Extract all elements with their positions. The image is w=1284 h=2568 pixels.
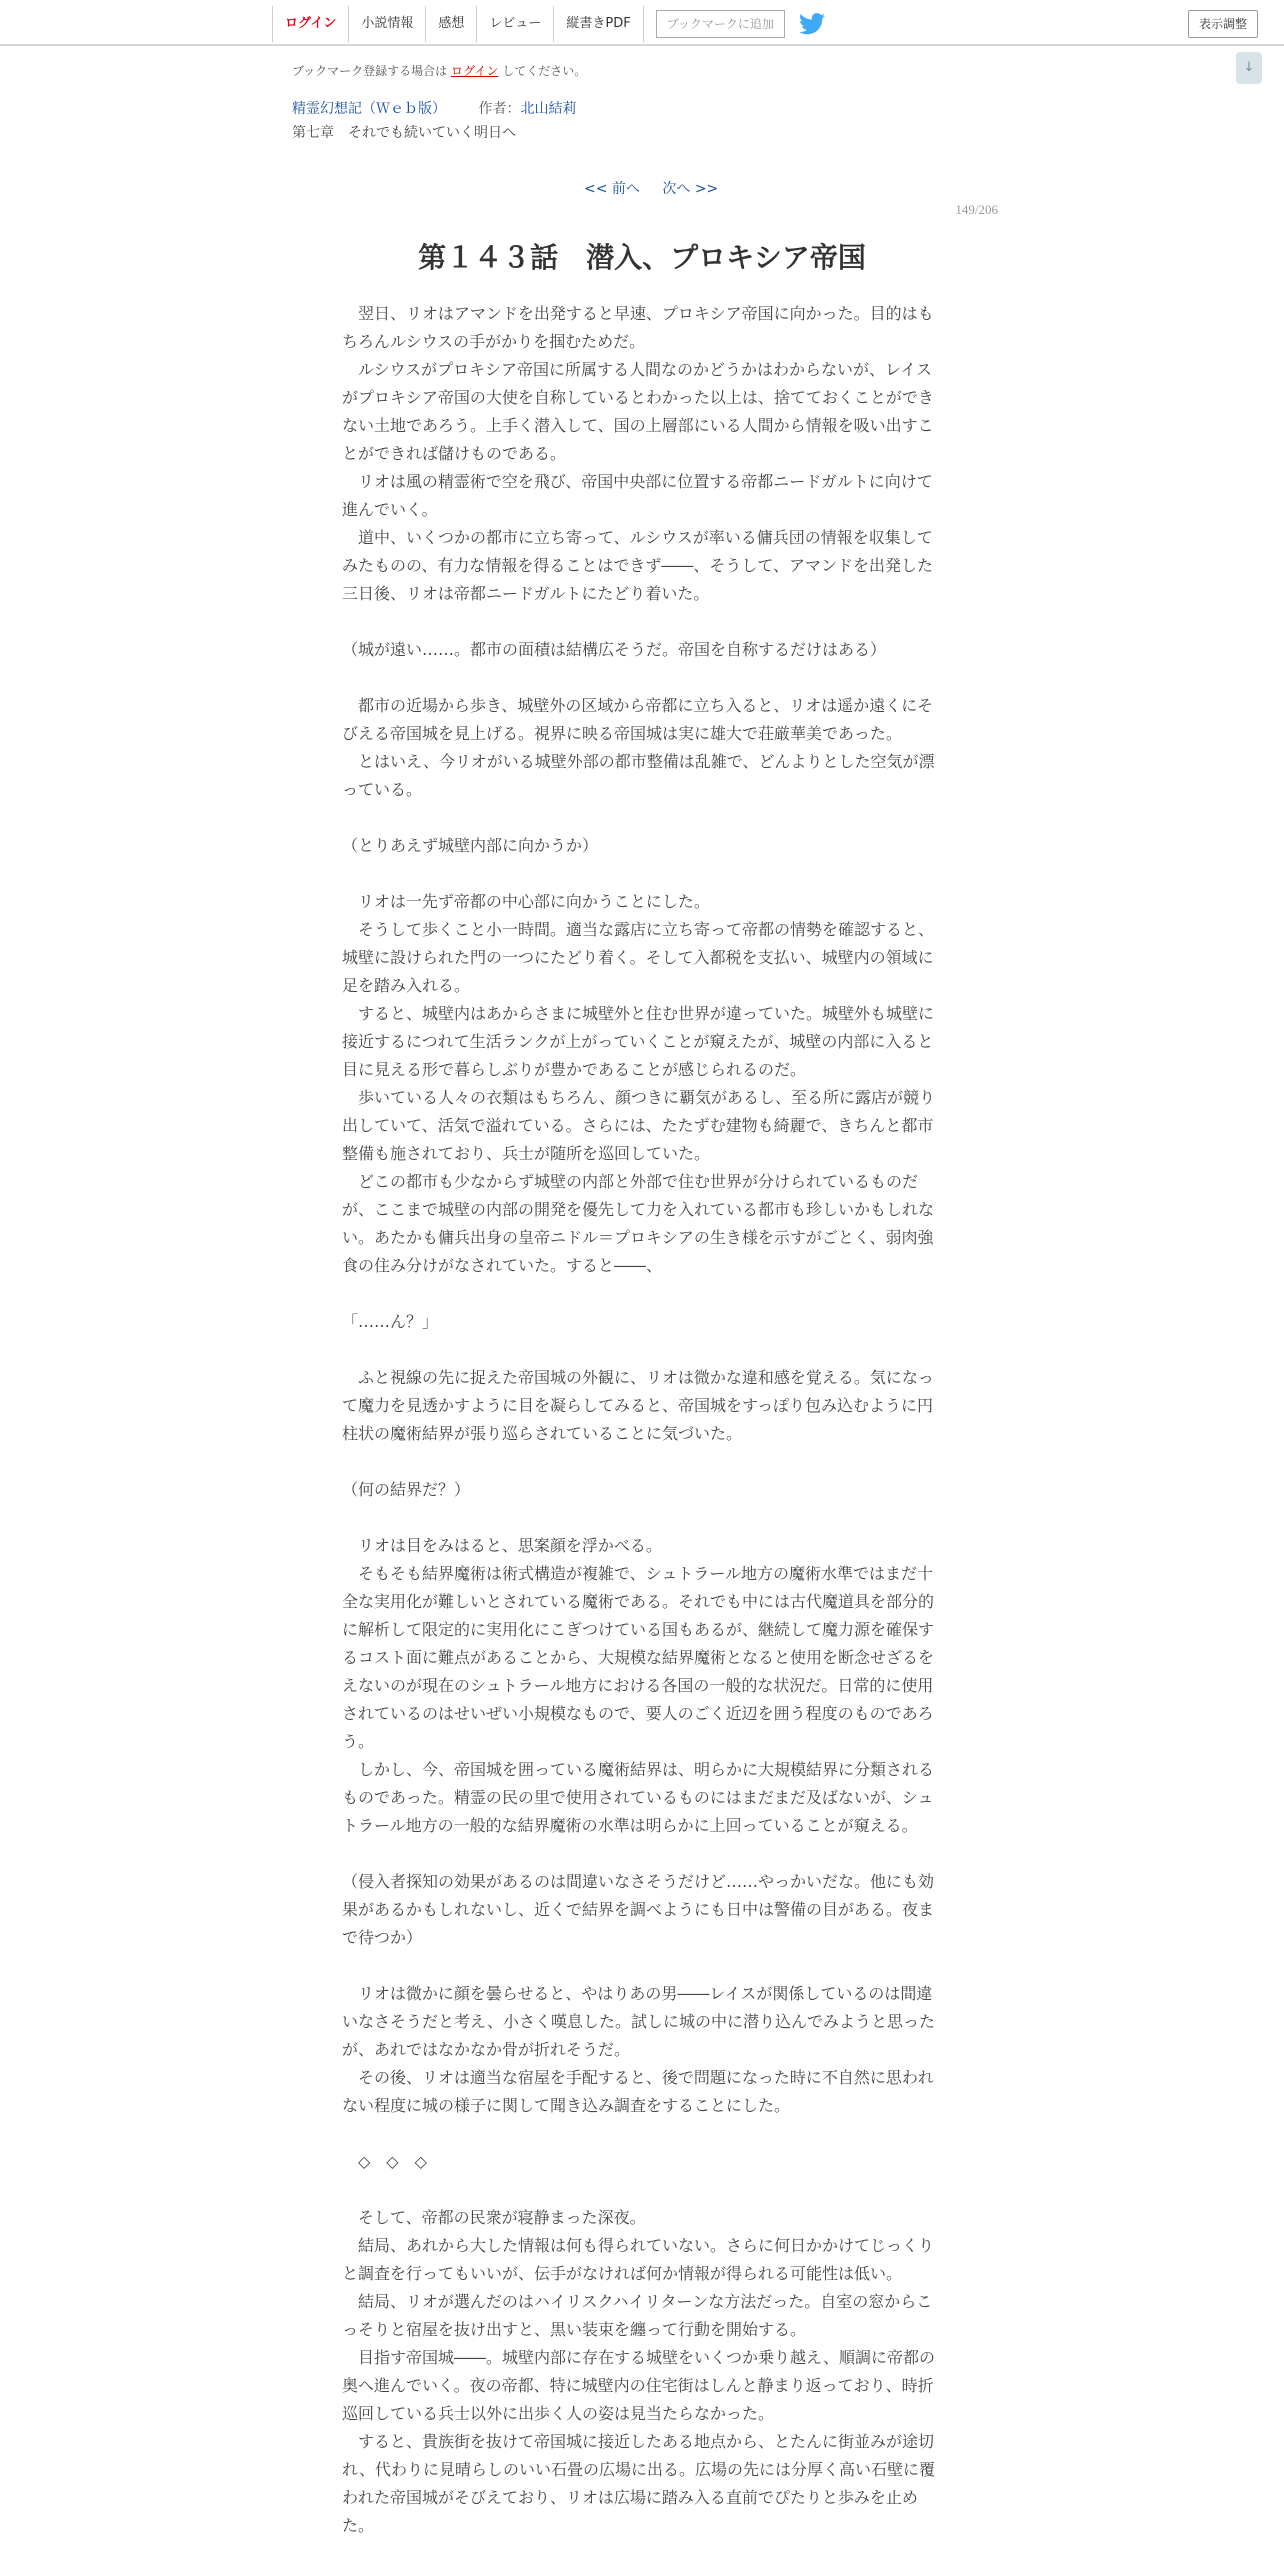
body-paragraph: どこの都市も少なからず城壁の内部と外部で住む世界が分けられているものだが、ここまで城壁の内部の開発を優先して力を入れている都市も珍しいかもしれない。あたかも傭兵出身の皇帝ニドル＝プロキシアの生き様を示すがごとく、弱肉強食の住み分けがなされていた。すると――、 [342,1172,935,1275]
body-paragraph [342,664,938,692]
body-paragraph: 目指す帝国城――。城壁内部に存在する城壁をいくつか乗り越え、順調に帝都の奥へ進んでいく。夜の帝都、特に城壁内の住宅街はしんと静まり返っており、時折巡回している兵士以外に出歩く人の姿は見当たらなかった。 [342,2348,935,2423]
top-nav-bar [0,0,1284,46]
author-label: 作者： [478,101,521,117]
body-paragraph: そうして歩くこと小一時間。適当な露店に立ち寄って帝都の情勢を確認すると、城壁に設けられた門の一つにたどり着く。そして入都税を支払い、城壁内の領域に足を踏み入れる。 [342,920,935,995]
body-paragraph: 翌日、リオはアマンドを出発すると早速、プロキシア帝国に向かった。目的はもちろんルシウスの手がかりを掴むためだ。 [342,304,934,351]
body-paragraph [342,1952,938,1980]
bookmark-note-suffix: してください。 [502,64,587,78]
body-paragraph: とはいえ、今リオがいる城壁外部の都市整備は乱雑で、どんよりとした空気が漂っている。 [342,752,935,799]
episode-pager [584,178,736,198]
prev-episode-link[interactable]: << 前へ [584,181,640,197]
body-paragraph: 道中、いくつかの都市に立ち寄って、ルシウスが率いる傭兵団の情報を収集してみたものの、有力な情報を得ることはできず――、そうして、アマンドを出発した三日後、リオは帝都ニードガルトにたどり着いた。 [342,528,934,603]
body-paragraph: そもそも結界魔術は術式構造が複雑で、シュトラール地方の魔術水準ではまだ十全な実用化が難しいとされている魔術である。それでも中には古代魔道具を部分的に解析して限定的に実用化にこぎつけている国もあるが、継続して魔力源を確保するコスト面に難点があることから、大規模な結界魔術となると使用を断念せざるをえないのが現在のシュトラール地方における各国の一般的な状況だ。日常的に使用されているのはせいぜい小規模なもので、要人のごく近辺を囲う程度のものであろう。 [342,1564,935,1751]
body-paragraph: すると、貴族街を抜けて帝国城に接近したある地点から、とたんに街並みが途切れ、代わりに見晴らしのいい石畳の広場に出る。広場の先には分厚く高い石壁に覆われた帝国城がそびえており、リオは広場に踏み入る直前でぴたりと歩みを止めた。 [342,2432,935,2535]
body-paragraph [342,804,938,832]
body-paragraph [342,1280,938,1308]
body-paragraph: そして、帝都の民衆が寝静まった深夜。 [342,2208,646,2227]
add-bookmark-button[interactable]: ブックマークに追加 [656,10,785,38]
author-link[interactable]: 北山結莉 [520,101,577,117]
bookmark-note-prefix: ブックマーク登録する場合は [292,64,448,78]
body-paragraph [342,860,938,888]
body-paragraph [342,2176,938,2204]
body-paragraph: リオは目をみはると、思案顔を浮かべる。 [342,1536,662,1555]
nav-review-link[interactable]: レビュー [476,6,553,42]
body-paragraph: 都市の近場から歩き、城壁外の区域から帝都に立ち入ると、リオは遥か遠くにそびえる帝国城を見上げる。視界に映る帝国城は実に雄大で荘厳華美であった。 [342,696,934,743]
body-paragraph: その後、リオは適当な宿屋を手配すると、後で問題になった時に不自然に思われない程度に城の様子に関して聞き込み調査をすることにした。 [342,2068,934,2115]
bookmark-note-login-link[interactable]: ログイン [451,64,499,78]
body-paragraph: ◇ ◇ ◇ [342,2152,427,2171]
body-paragraph [342,1336,938,1364]
series-info [292,98,576,118]
global-nav [272,6,825,42]
novel-body-text [342,300,938,2540]
body-paragraph: リオは一先ず帝都の中心部に向かうことにした。 [342,892,710,911]
nav-login-link[interactable]: ログイン [272,6,348,42]
display-settings-button[interactable]: 表示調整 [1188,10,1258,38]
body-paragraph [342,1840,938,1868]
bookmark-login-note [292,62,586,79]
body-paragraph: 結局、リオが選んだのはハイリスクハイリターンな方法だった。自室の窓からこっそりと宿屋を抜け出すと、黒い装束を纏って行動を開始する。 [342,2292,933,2339]
body-paragraph: （城が遠い……。都市の面積は結構広そうだ。帝国を自称するだけはある） [342,640,887,659]
body-paragraph: 歩いている人々の衣類はもちろん、顔つきに覇気があるし、至る所に露店が競り出していて、活気で溢れている。さらには、たたずむ建物も綺麗で、きちんと都市整備も施されており、兵士が随所を巡回していた。 [342,1088,935,1163]
body-paragraph [342,1448,938,1476]
body-paragraph: リオは微かに顔を曇らせると、やはりあの男――レイスが関係しているのは間違いなさそうだと考え、小さく嘆息した。試しに城の中に潜り込んでみようと思ったが、あれではなかなか骨が折れそうだ。 [342,1984,935,2059]
series-title-link[interactable]: 精霊幻想記（Ｗｅｂ版） [292,101,446,117]
body-paragraph: しかし、今、帝国城を囲っている魔術結界は、明らかに大規模結界に分類されるものであった。精霊の民の里で使用されているものにはまだまだ及ばないが、シュトラール地方の一般的な結界魔術の水準は明らかに上回っていることが窺える。 [342,1760,935,1835]
nav-impressions-link[interactable]: 感想 [425,6,476,42]
chapter-title: 第七章 それでも続いていく明日へ [292,125,516,141]
nav-vertical-pdf-link[interactable]: 縦書きPDF [553,6,643,42]
next-episode-link[interactable]: 次へ >> [662,181,719,197]
body-paragraph: 「……ん？」 [342,1312,439,1331]
twitter-bird-icon[interactable] [799,13,825,35]
body-paragraph: （とりあえず城壁内部に向かうか） [342,836,599,855]
body-paragraph [342,2120,938,2148]
body-paragraph [342,1504,938,1532]
body-paragraph [342,608,938,636]
body-paragraph: リオは風の精霊術で空を飛び、帝国中央部に位置する帝都ニードガルトに向けて進んでいく。 [342,472,933,519]
body-paragraph: （侵入者探知の効果があるのは間違いなさそうだけど……やっかいだな。他にも効果があるかもしれないし、近くで結界を調べようにも日中は警備の目がある。夜まで待つか） [342,1872,935,1947]
body-paragraph: 結局、あれから大した情報は何も得られていない。さらに何日かかけてじっくりと調査を行ってもいいが、伝手がなければ何か情報が得られる可能性は低い。 [342,2236,935,2283]
scroll-down-button[interactable]: ↓ [1236,52,1262,84]
body-paragraph: ルシウスがプロキシア帝国に所属する人間なのかどうかはわからないが、レイスがプロキシア帝国の大使を自称しているとわかった以上は、捨てておくことができない土地であろう。上手く潜入して、国の上層部にいる人間から情報を吸い出すことができれば儲けものである。 [342,360,934,463]
episode-title: 第１４３話 潜入、プロキシア帝国 [418,241,866,274]
nav-novel-info-link[interactable]: 小説情報 [348,6,425,42]
episode-count: 149/206 [955,202,998,217]
body-paragraph: すると、城壁内はあからさまに城壁外と住む世界が違っていた。城壁外も城壁に接近するにつれて生活ランクが上がっていくことが窺えたが、城壁の内部に入ると目に見える形で暮らしぶりが豊かであることが感じられるのだ。 [342,1004,935,1079]
body-paragraph: （何の結界だ？） [342,1480,471,1499]
body-paragraph: ふと視線の先に捉えた帝国城の外観に、リオは微かな違和感を覚える。気になって魔力を見透かすように目を凝らしてみると、帝国城をすっぽり包み込むように円柱状の魔術結界が張り巡らされていることに気づいた。 [342,1368,934,1443]
